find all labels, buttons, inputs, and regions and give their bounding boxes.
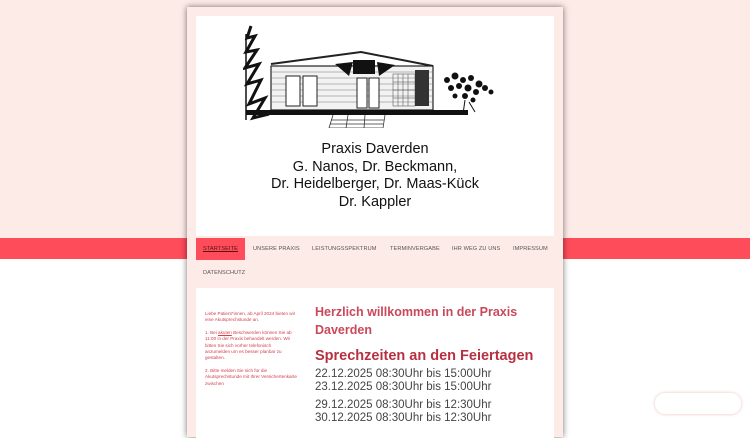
nav-item-terminvergabe[interactable]: TERMINVERGABE xyxy=(390,246,440,252)
house-logo-icon xyxy=(243,24,503,128)
main-navigation xyxy=(196,238,554,286)
nav-item-leistungsspektrum[interactable]: LEISTUNGSSPEKTRUM xyxy=(312,246,377,252)
title-line: G. Nanos, Dr. Beckmann, xyxy=(292,158,458,175)
page-container xyxy=(187,7,563,437)
nav-item-startseite[interactable]: STARTSEITE xyxy=(196,238,245,260)
sidebar-paragraph xyxy=(205,330,297,362)
nav-item-datenschutz[interactable]: DATENSCHUTZ xyxy=(203,270,246,276)
hours-entry: 30.12.2025 08:30Uhr bis 12:30Uhr xyxy=(315,411,492,424)
nav-item-ihr-weg-zu-uns[interactable]: IHR WEG ZU UNS xyxy=(452,246,501,252)
sidebar-notice xyxy=(205,311,297,393)
holiday-hours-heading: Sprechzeiten an den Feiertagen xyxy=(315,348,534,364)
sidebar-text: Beschwerden können Sie ab 11:00 in der Praxis behandelt werden. Wir bitten Sie sich vorher telefonisch anzumelden um es besser planbar zu gestalten. xyxy=(205,329,292,361)
hours-entry: 29.12.2025 08:30Uhr bis 12:30Uhr xyxy=(315,399,492,412)
sidebar-paragraph: Liebe Patient*innen, ab April 2024 bieten wir eine Akutsprechstunde an. xyxy=(205,311,296,323)
title-line: Dr. Kappler xyxy=(338,193,412,210)
main-content xyxy=(315,304,550,430)
sidebar-paragraph: 2. Bitte melden Sie sich für die Akutsprechstunde mit Ihrer Versichertenkarte zwischen xyxy=(205,367,297,386)
hours-group xyxy=(315,399,550,424)
hours-entry: 23.12.2025 08:30Uhr bis 15:00Uhr xyxy=(315,380,492,393)
site-header xyxy=(196,16,554,236)
title-line: Praxis Daverden xyxy=(321,141,429,157)
holiday-hours-list xyxy=(315,368,550,424)
title-line: Dr. Heidelberger, Dr. Maas-Kück xyxy=(271,176,479,192)
sidebar-text: 1. Bei xyxy=(205,329,219,335)
content-area xyxy=(196,288,554,438)
nav-item-impressum[interactable]: IMPRESSUM xyxy=(513,246,548,252)
hours-entry: 22.12.2025 08:30Uhr bis 15:00Uhr xyxy=(315,368,492,380)
practice-title xyxy=(196,141,554,211)
hours-group xyxy=(315,368,550,393)
nav-item-unsere-praxis[interactable]: UNSERE PRAXIS xyxy=(253,246,300,252)
floating-widget-button[interactable] xyxy=(655,393,741,414)
sidebar-emphasis: akuten xyxy=(218,329,232,335)
welcome-heading: Herzlich willkommen in der Praxis Daverden xyxy=(315,305,518,337)
